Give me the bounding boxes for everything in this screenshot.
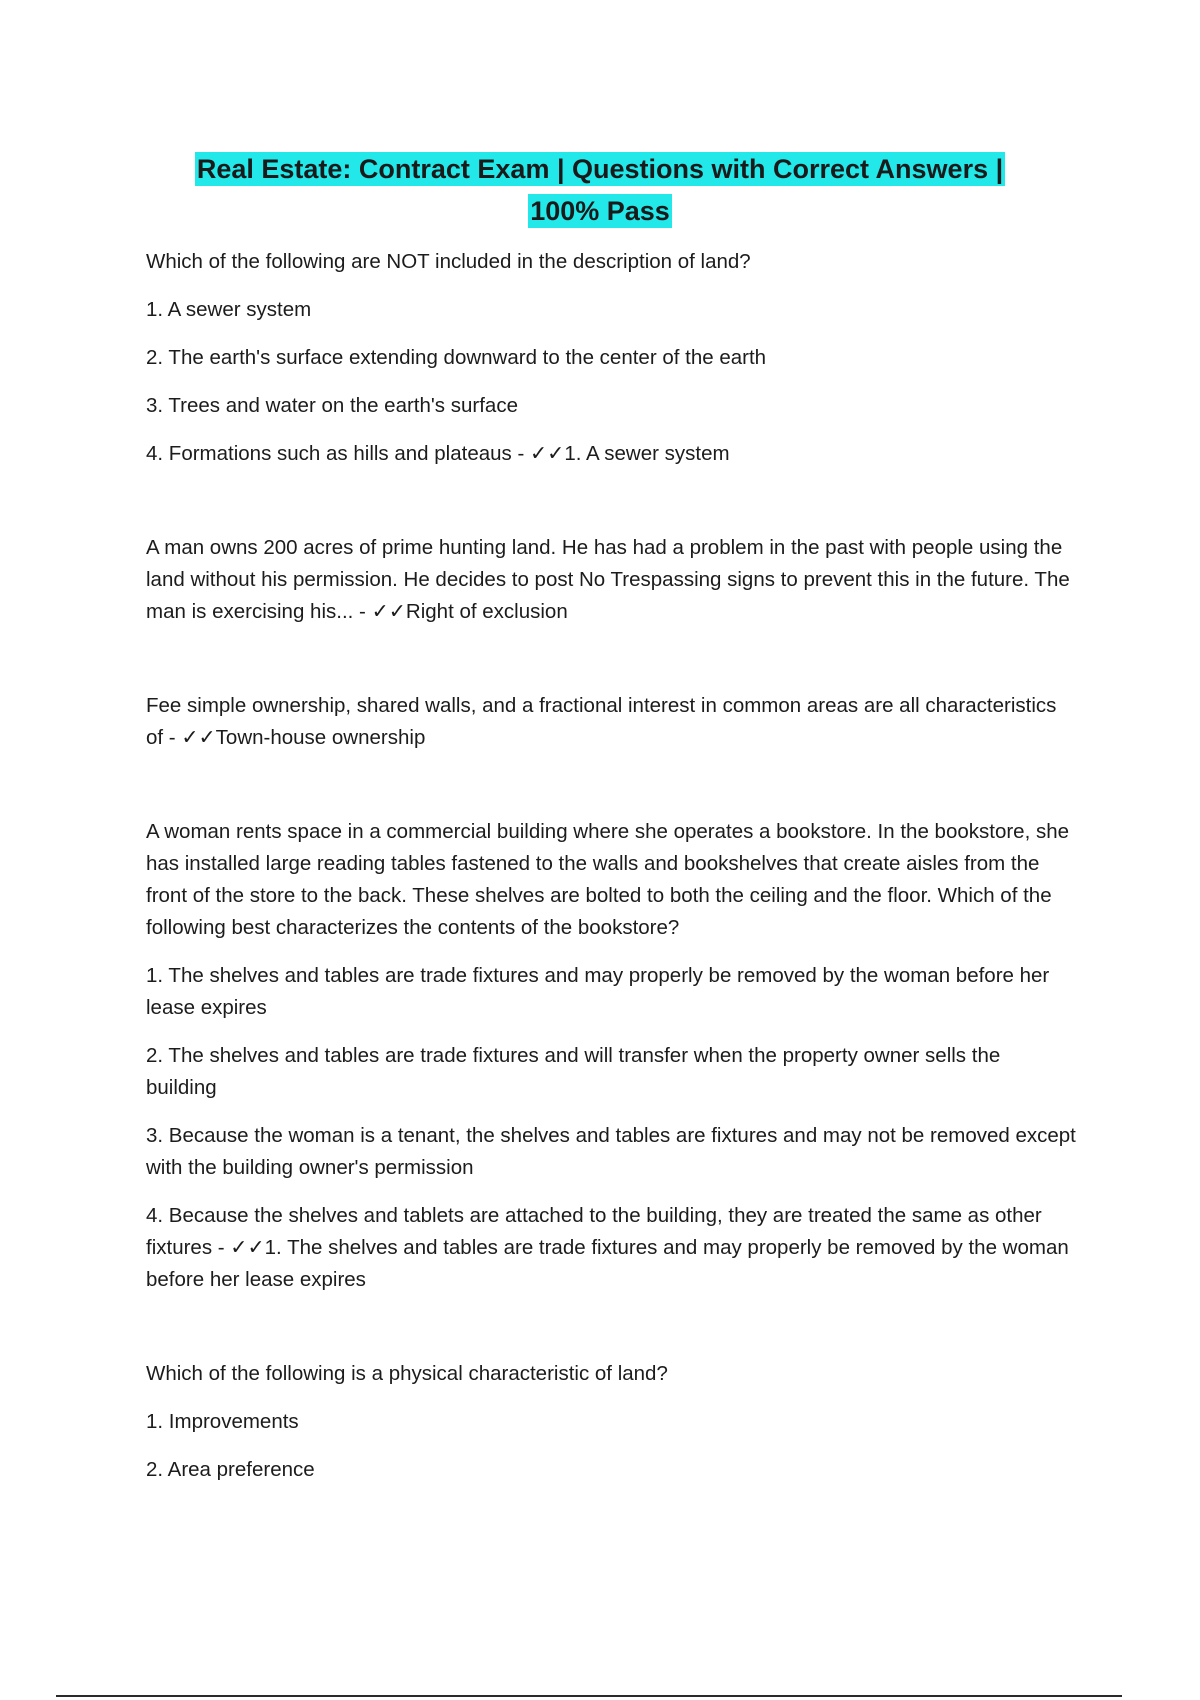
question-4-option-1: 1. The shelves and tables are trade fixtures and may properly be removed by the woman before her lease expires (146, 964, 1050, 1019)
question-1-option-4-answer: 4. Formations such as hills and plateaus - ✓✓1. A sewer system (146, 442, 730, 465)
question-1-option-2: 2. The earth's surface extending downward to the center of the earth (146, 346, 767, 369)
question-4-prompt: A woman rents space in a commercial building where she operates a bookstore. In the bookstore, she has installed large reading tables fastened to the walls and bookshelves that create aisles from the front of the store to the back. These shelves are bolted to both the ceiling and the floor. Which of the following best characterizes the contents of the bookstore? (146, 820, 1070, 939)
question-5-prompt: Which of the following is a physical characteristic of land? (146, 1362, 668, 1385)
question-1-option-3: 3. Trees and water on the earth's surface (146, 394, 518, 417)
question-4-option-3: 3. Because the woman is a tenant, the shelves and tables are fixtures and may not be removed except with the building owner's permission (146, 1124, 1076, 1179)
document-body (146, 246, 1076, 1502)
title-line-1: Real Estate: Contract Exam | Questions with Correct Answers | (196, 154, 1004, 184)
question-2-prompt-answer: A man owns 200 acres of prime hunting land. He has had a problem in the past with people using the land without his permission. He decides to post No Trespassing signs to prevent this in the future. The man is exercising his... - ✓✓Right of exclusion (146, 536, 1070, 623)
question-4-option-4-answer: 4. Because the shelves and tablets are attached to the building, they are treated the same as other fixtures - ✓✓1. The shelves and tables are trade fixtures and may properly be removed by the woman before her lease expires (146, 1204, 1069, 1291)
question-1-option-1: 1. A sewer system (146, 298, 312, 321)
question-5-option-1: 1. Improvements (146, 1410, 299, 1433)
question-1-prompt: Which of the following are NOT included in the description of land? (146, 250, 751, 273)
page-bottom-rule (56, 1695, 1122, 1697)
question-5-option-2: 2. Area preference (146, 1458, 315, 1481)
document-title (0, 148, 1200, 232)
question-4-option-2: 2. The shelves and tables are trade fixtures and will transfer when the property owner sells the building (146, 1044, 1001, 1099)
title-line-2: 100% Pass (530, 196, 670, 226)
question-3-prompt-answer: Fee simple ownership, shared walls, and a fractional interest in common areas are all characteristics of - ✓✓Town-house ownership (146, 694, 1057, 749)
